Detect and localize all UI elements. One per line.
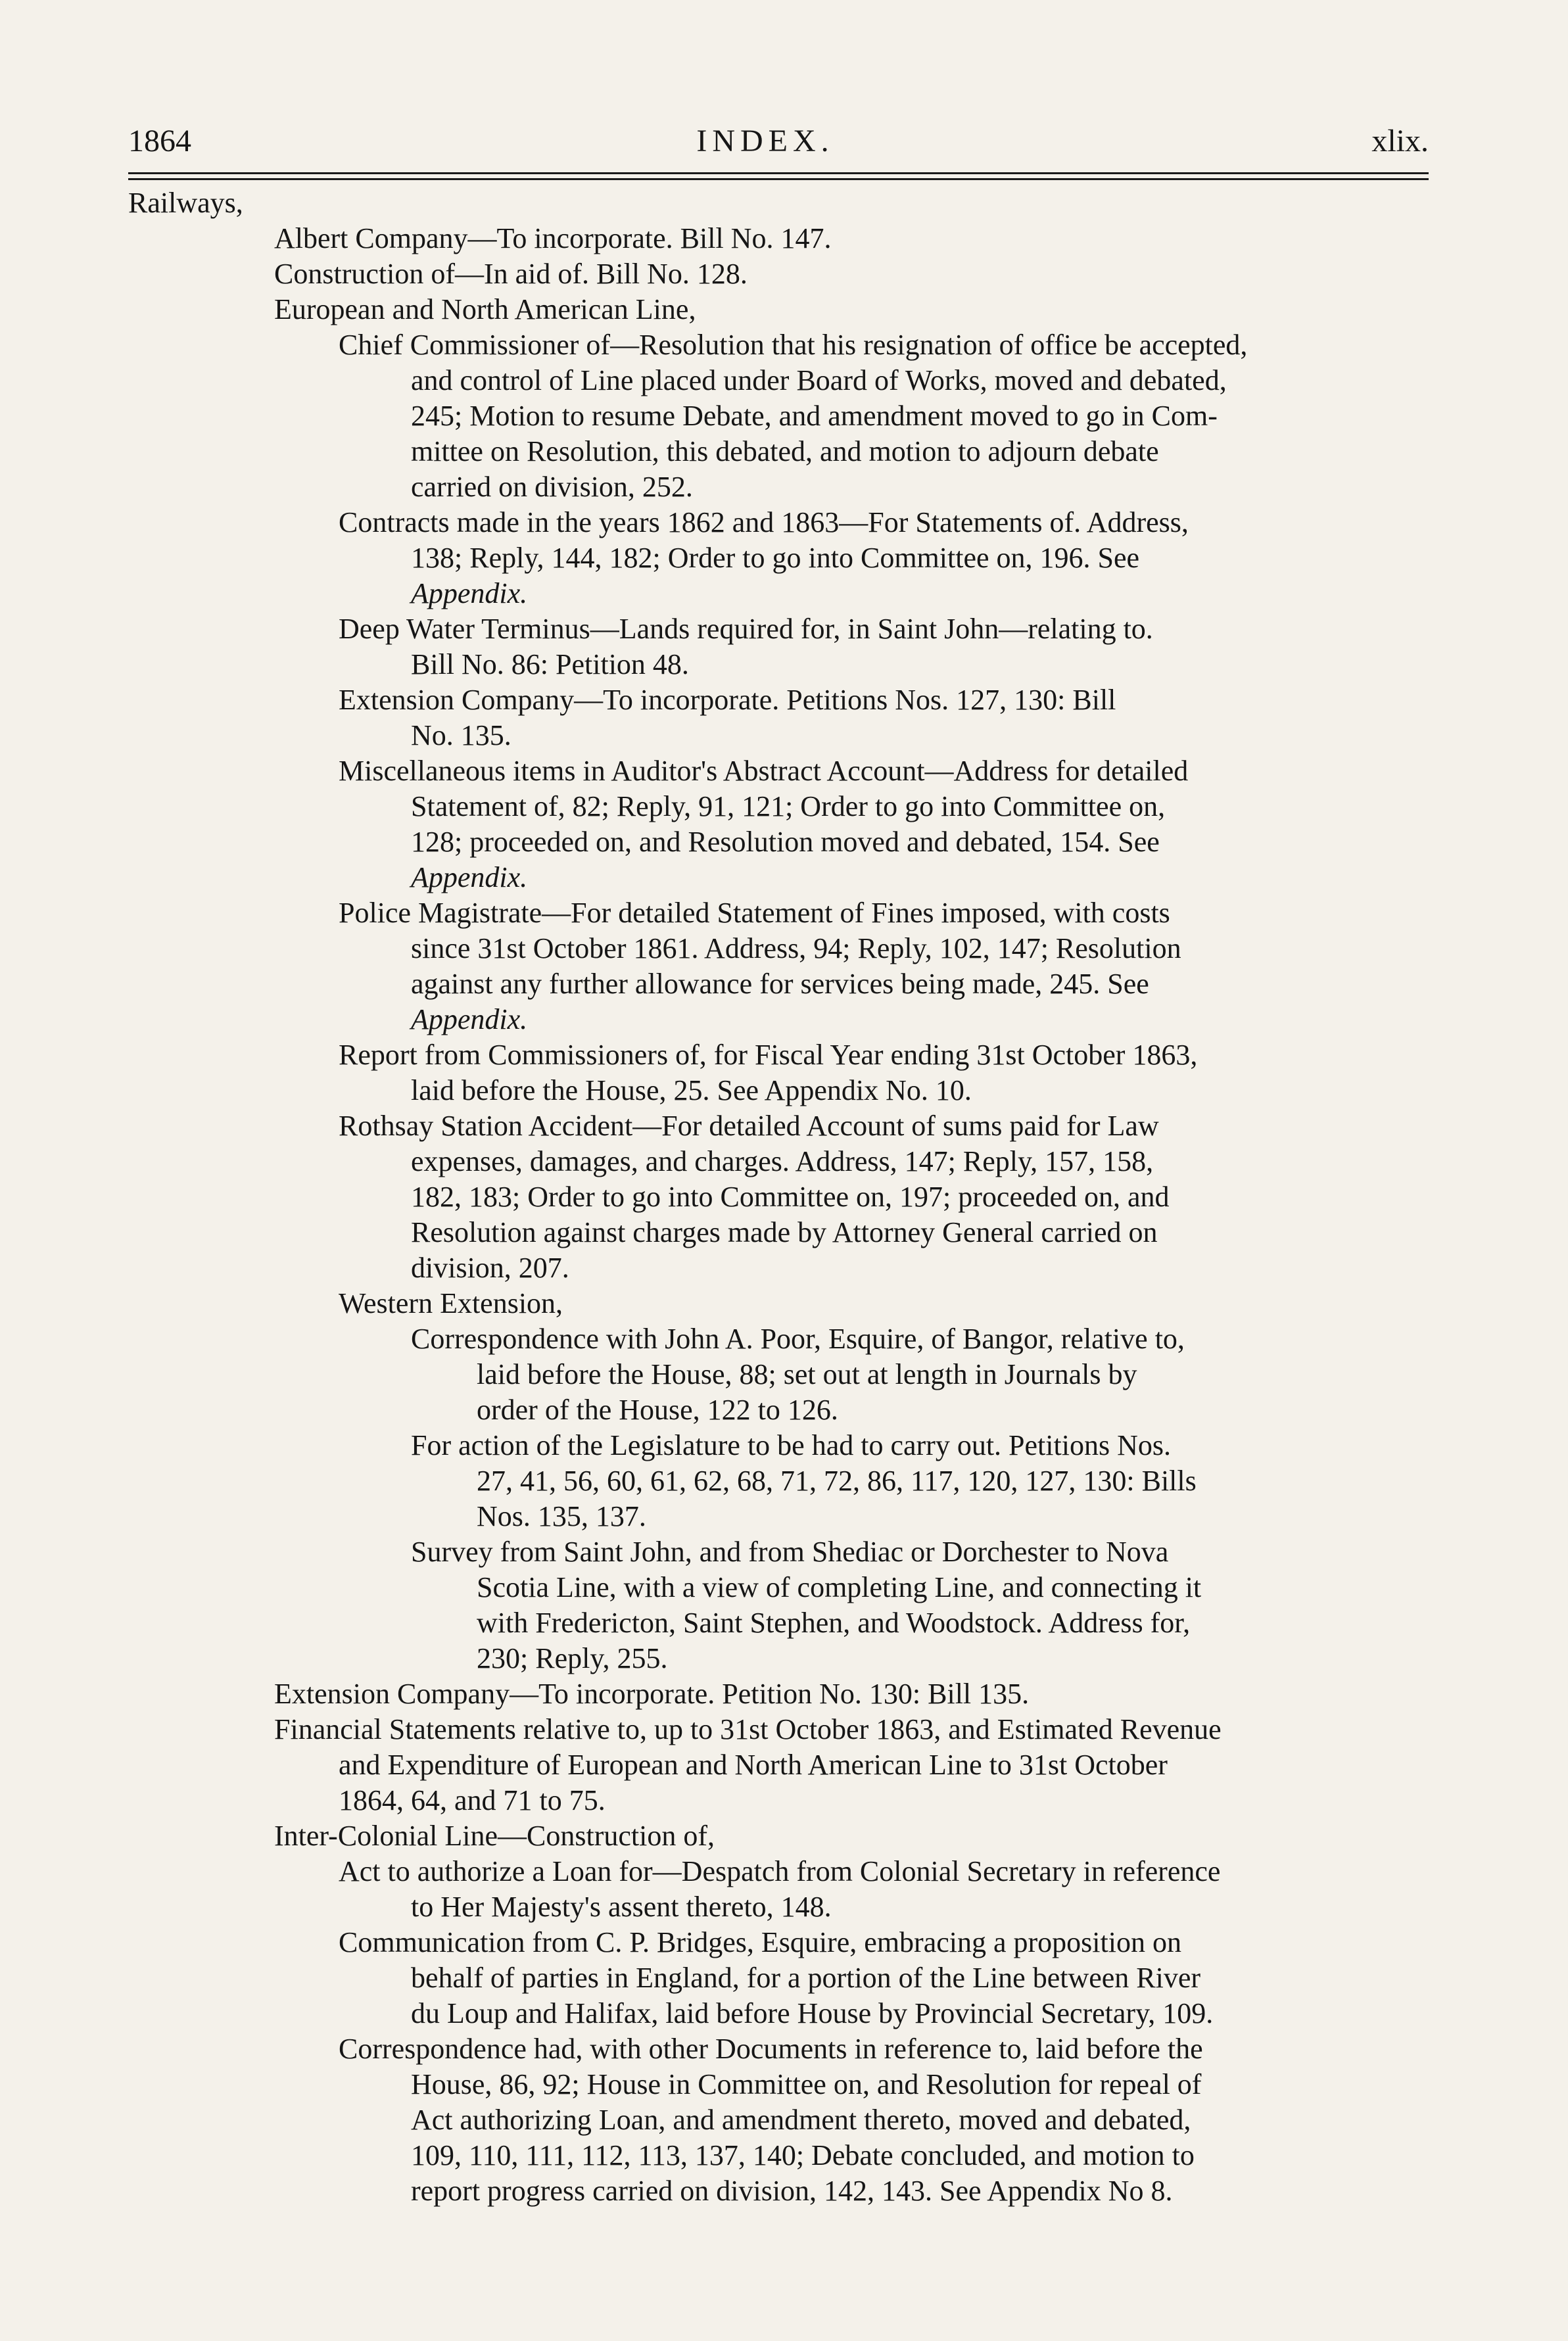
index-entry: Act to authorize a Loan for—Despatch from Colonial Secretary in reference (339, 1855, 1221, 1887)
header-year: 1864 (128, 124, 191, 158)
index-entry-continuation: No. 135. (411, 719, 511, 751)
index-entry: Survey from Saint John, and from Shediac or Dorchester to Nova (411, 1536, 1169, 1568)
index-entry-continuation: report progress carried on division, 142, 143. See Appendix No 8. (411, 2175, 1173, 2207)
index-entry-continuation: 245; Motion to resume Debate, and amendment moved to go in Com- (411, 400, 1218, 432)
index-entry-continuation: expenses, damages, and charges. Address, 147; Reply, 157, 158, (411, 1145, 1154, 1177)
index-entry-continuation: 27, 41, 56, 60, 61, 62, 68, 71, 72, 86, 117, 120, 127, 130: Bills (477, 1465, 1197, 1497)
index-entry: Contracts made in the years 1862 and 1863—For Statements of. Address, (339, 506, 1189, 538)
index-entry-continuation: Appendix. (411, 577, 528, 609)
index-entry-continuation: carried on division, 252. (411, 471, 693, 503)
index-entry: Communication from C. P. Bridges, Esquire, embracing a proposition on (339, 1926, 1181, 1958)
index-entry: Police Magistrate—For detailed Statement of Fines imposed, with costs (339, 897, 1170, 929)
index-entry-continuation: order of the House, 122 to 126. (477, 1394, 838, 1426)
index-entry-continuation: Nos. 135, 137. (477, 1500, 646, 1532)
index-entry: Rothsay Station Accident—For detailed Account of sums paid for Law (339, 1110, 1159, 1142)
index-entry-continuation: House, 86, 92; House in Committee on, and Resolution for repeal of (411, 2068, 1202, 2100)
index-entry-continuation: Scotia Line, with a view of completing Line, and connecting it (477, 1571, 1202, 1603)
index-subheading: Western Extension, (339, 1287, 563, 1319)
index-entry: Deep Water Terminus—Lands required for, in Saint John—relating to. (339, 613, 1153, 645)
header-title: INDEX. (696, 124, 834, 158)
index-entry-continuation: Statement of, 82; Reply, 91, 121; Order to go into Committee on, (411, 790, 1166, 822)
index-entry-continuation: laid before the House, 25. See Appendix No. 10. (411, 1074, 972, 1106)
index-heading: Railways, (128, 187, 243, 219)
index-entry: For action of the Legislature to be had to carry out. Petitions Nos. (411, 1429, 1171, 1461)
index-entry: Chief Commissioner of—Resolution that his resignation of office be accepted, (339, 329, 1248, 361)
running-header (128, 112, 1429, 171)
index-entry: Financial Statements relative to, up to 31st October 1863, and Estimated Revenue (274, 1713, 1222, 1745)
index-body (128, 185, 1429, 2209)
header-rule-top (128, 172, 1429, 174)
index-entry-continuation: behalf of parties in England, for a portion of the Line between River (411, 1962, 1201, 1994)
index-entry-continuation: and Expenditure of European and North American Line to 31st October (339, 1749, 1168, 1781)
index-entry-continuation: to Her Majesty's assent thereto, 148. (411, 1891, 832, 1923)
index-entry-continuation: Appendix. (411, 861, 528, 893)
index-entry-continuation: mittee on Resolution, this debated, and motion to adjourn debate (411, 435, 1159, 467)
index-entry: Extension Company—To incorporate. Petitions Nos. 127, 130: Bill (339, 684, 1116, 716)
index-entry-continuation: 230; Reply, 255. (477, 1642, 668, 1674)
index-entry: Report from Commissioners of, for Fiscal Year ending 31st October 1863, (339, 1039, 1198, 1071)
header-page-number: xlix. (1371, 124, 1429, 158)
index-entry: Albert Company—To incorporate. Bill No. 147. (274, 222, 832, 254)
index-entry: Correspondence with John A. Poor, Esquire, of Bangor, relative to, (411, 1323, 1185, 1355)
index-entry-continuation: 128; proceeded on, and Resolution moved and debated, 154. See (411, 826, 1160, 858)
index-entry: Miscellaneous items in Auditor's Abstract Account—Address for detailed (339, 755, 1189, 787)
index-entry: Construction of—In aid of. Bill No. 128. (274, 258, 748, 290)
index-entry-continuation: with Fredericton, Saint Stephen, and Woodstock. Address for, (477, 1607, 1191, 1639)
index-entry-continuation: 1864, 64, and 71 to 75. (339, 1784, 606, 1816)
index-entry-continuation: 182, 183; Order to go into Committee on, 197; proceeded on, and (411, 1181, 1170, 1213)
index-entry-continuation: since 31st October 1861. Address, 94; Reply, 102, 147; Resolution (411, 932, 1181, 964)
index-subheading: Inter-Colonial Line—Construction of, (274, 1820, 715, 1852)
index-subheading: European and North American Line, (274, 293, 696, 325)
index-entry-continuation: Bill No. 86: Petition 48. (411, 648, 689, 680)
header-rule-bottom (128, 178, 1429, 180)
index-entry-continuation: Resolution against charges made by Attorney General carried on (411, 1216, 1158, 1248)
index-entry-continuation: Appendix. (411, 1003, 528, 1035)
index-entry-continuation: Act authorizing Loan, and amendment thereto, moved and debated, (411, 2104, 1191, 2136)
index-entry-continuation: and control of Line placed under Board of Works, moved and debated, (411, 364, 1227, 396)
index-entry-continuation: against any further allowance for services being made, 245. See (411, 968, 1149, 1000)
index-entry-continuation: division, 207. (411, 1252, 569, 1284)
index-entry-continuation: 138; Reply, 144, 182; Order to go into Committee on, 196. See (411, 542, 1140, 574)
index-entry-continuation: du Loup and Halifax, laid before House by Provincial Secretary, 109. (411, 1997, 1214, 2029)
index-entry: Correspondence had, with other Documents in reference to, laid before the (339, 2033, 1203, 2065)
index-entry-continuation: 109, 110, 111, 112, 113, 137, 140; Debate concluded, and motion to (411, 2139, 1195, 2171)
index-entry: Extension Company—To incorporate. Petition No. 130: Bill 135. (274, 1678, 1030, 1710)
index-entry-continuation: laid before the House, 88; set out at length in Journals by (477, 1358, 1137, 1390)
